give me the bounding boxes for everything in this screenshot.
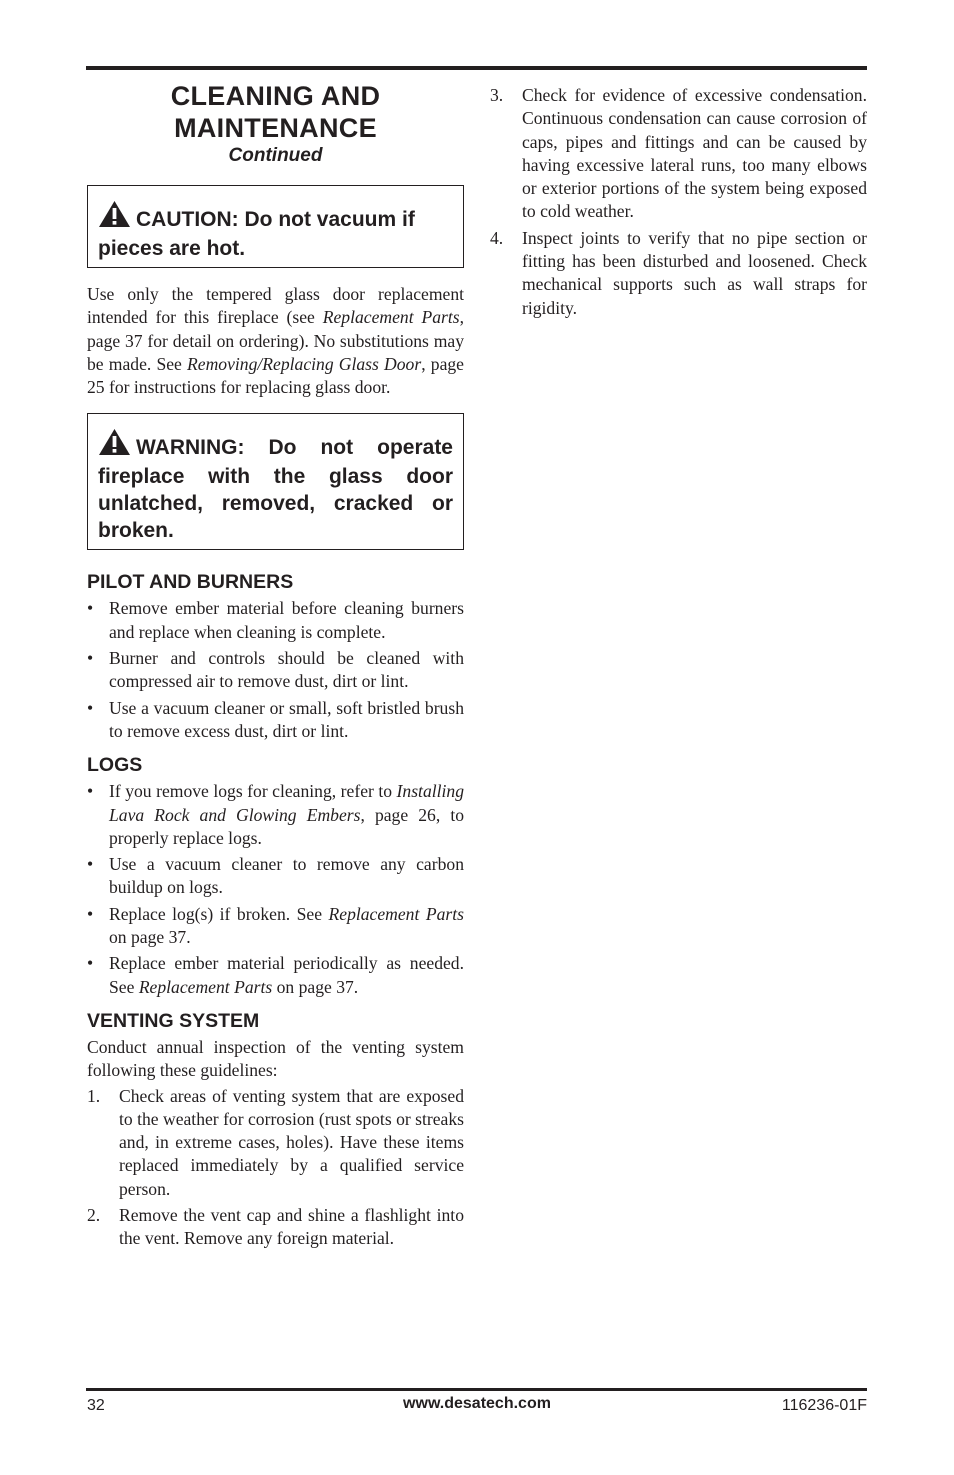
left-column xyxy=(87,80,464,1254)
section-title-line2: MAINTENANCE xyxy=(174,113,377,143)
venting-heading: VENTING SYSTEM xyxy=(87,1009,260,1032)
caution-box xyxy=(87,185,464,268)
list-item: 2. Remove the vent cap and shine a flashlight into the vent. Remove any foreign material. xyxy=(87,1205,464,1249)
replacement-parts-ref: Replacement Parts xyxy=(328,903,464,924)
doc-code: 116236-01F xyxy=(781,1397,867,1414)
removing-glass-door-ref: Removing/Replacing Glass Door xyxy=(187,353,422,374)
right-column xyxy=(490,84,867,323)
section-title xyxy=(87,80,464,144)
venting-intro: Conduct annual inspection of the venting system following these guidelines: xyxy=(87,1036,464,1081)
replacement-parts-ref: Replacement Parts xyxy=(138,976,273,997)
warning-text: WARNING: Do not operate fireplace with the glass door unlatched, removed, cracked or broken. xyxy=(98,436,453,543)
replacement-parts-ref: Replacement Parts xyxy=(322,307,460,328)
venting-list-left xyxy=(87,1085,464,1251)
top-rule xyxy=(86,66,867,70)
list-item: • Burner and controls should be cleaned with compressed air to remove dust, dirt or lint. xyxy=(87,648,464,692)
list-item: • If you remove logs for cleaning, refer to Installing Lava Rock and Glowing Embers, page 26, to properly replace logs. xyxy=(87,781,464,848)
glass-text-1: Use only the tempered glass door replacement intended for this fireplace (see xyxy=(87,284,464,328)
glass-text-3: , page 25 for instructions for replacing glass door. xyxy=(87,353,464,398)
warning-box xyxy=(87,413,464,550)
pilot-list xyxy=(87,597,464,743)
page-number: 32 xyxy=(87,1397,105,1414)
list-item: 1. Check areas of venting system that are exposed to the weather for corrosion (rust spots or streaks and, in extreme cases, holes). Have these items replaced immediately by a qualified service person. xyxy=(87,1085,464,1199)
list-item: • Replace log(s) if broken. See Replacement Parts on page 37. xyxy=(87,903,464,948)
list-item: • Use a vacuum cleaner to remove any carbon buildup on logs. xyxy=(87,854,464,898)
section-subtitle: Continued xyxy=(228,145,323,166)
footer-url: www.desatech.com xyxy=(403,1395,551,1412)
bottom-rule xyxy=(86,1388,867,1391)
caution-text: CAUTION: Do not vacuum if pieces are hot. xyxy=(98,208,415,260)
installing-lava-rock-ref: Installing Lava Rock and Glowing Embers xyxy=(109,781,464,825)
warning-triangle-icon xyxy=(98,428,131,463)
list-item: • Remove ember material before cleaning burners and replace when cleaning is complete. xyxy=(87,598,464,642)
logs-list xyxy=(87,780,464,999)
list-item: • Replace ember material periodically as needed. See Replacement Parts on page 37. xyxy=(87,953,464,997)
warning-triangle-icon xyxy=(98,200,131,235)
glass-text-2: , page 37 for detail on ordering). No substitutions may be made. See xyxy=(87,307,464,374)
logs-heading: LOGS xyxy=(87,754,143,777)
glass-door-paragraph xyxy=(87,283,464,399)
list-item: 4. Inspect joints to verify that no pipe section or fitting has been disturbed and loosened. Check mechanical supports such as wall straps for rigidity. xyxy=(490,227,867,318)
section-title-line1: CLEANING AND xyxy=(170,81,381,111)
list-item: • Use a vacuum cleaner or small, soft bristled brush to remove excess dust, dirt or lint. xyxy=(87,697,464,741)
pilot-heading: PILOT AND BURNERS xyxy=(87,571,294,594)
venting-list-right xyxy=(490,84,867,320)
list-item: 3. Check for evidence of excessive condensation. Continuous condensation can cause corrosion of caps, pipes and fittings and can be caused by having excessive lateral runs, too many elbows or exterior portions of the system being exposed to cold weather. xyxy=(490,85,867,222)
